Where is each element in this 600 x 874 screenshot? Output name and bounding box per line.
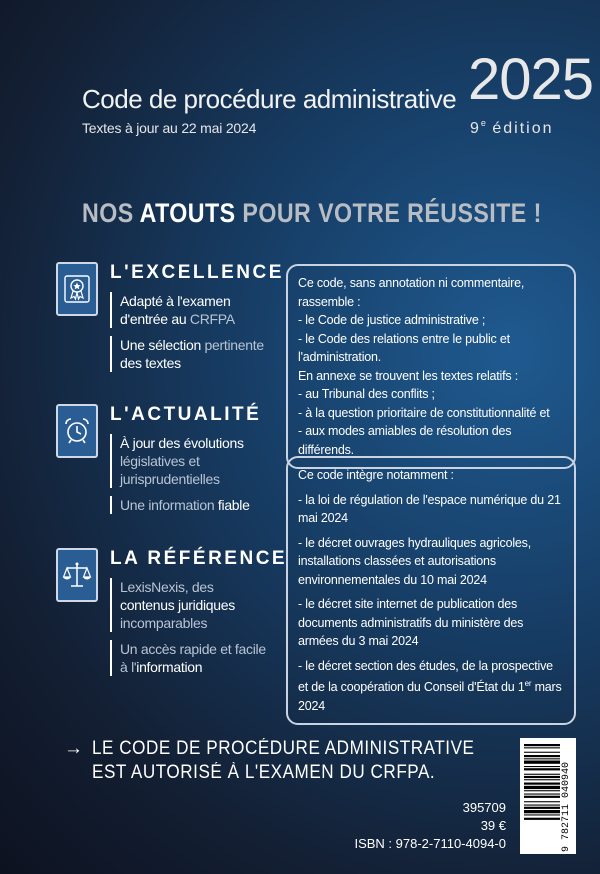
contents-line: - le Code des relations entre le public et l'administration.: [298, 331, 510, 364]
contents-line: Ce code, sans annotation ni commentaire, rassemble :: [298, 276, 525, 309]
contents-box: [286, 264, 576, 469]
section-title-excellence: L'EXCELLENCE: [110, 262, 284, 283]
crfpa-statement-line1: LE CODE DE PROCÉDURE ADMINISTRATIVE: [92, 738, 475, 759]
edition-year: 2025: [468, 47, 594, 112]
edition-label: 9e édition: [470, 118, 554, 137]
scales-icon: [56, 548, 98, 602]
price: 39 €: [480, 818, 506, 833]
section-title-actualite: L'ACTUALITÉ: [110, 404, 262, 425]
updates-item: - le décret section des études, de la prospective et de la coopération du Conseil d'État du 1er mars 2024: [298, 658, 562, 713]
barcode-digits: 9 782711 040940: [561, 761, 572, 852]
bullet-excellence-2: Une sélection pertinente des textes: [110, 336, 270, 372]
alarm-clock-icon: [56, 404, 98, 458]
contents-line: - le Code de justice administrative ;: [298, 313, 486, 327]
bullet-reference-1: LexisNexis, des contenus juridiques incomparables: [110, 578, 270, 632]
crfpa-statement-line2: EST AUTORISÉ À L'EXAMEN DU CRFPA.: [92, 762, 436, 783]
reference-number: 395709: [462, 800, 506, 815]
updates-intro: Ce code intègre notamment :: [298, 468, 454, 482]
updates-item: - la loi de régulation de l'espace numérique du 21 mai 2024: [298, 492, 561, 525]
contents-line: En annexe se trouvent les textes relatifs :: [298, 368, 518, 383]
bullet-actualite-1: À jour des évolutions législatives et jurisprudentielles: [110, 434, 270, 488]
book-title: Code de procédure administrative: [82, 84, 457, 114]
arrow-icon: →: [64, 738, 83, 759]
contents-line: - à la question prioritaire de constitutionnalité et: [298, 405, 550, 420]
contents-line: - au Tribunal des conflits ;: [298, 387, 435, 401]
updates-item: - le décret site internet de publication des documents administratifs du ministère des armées du 3 mai 2024: [298, 597, 524, 648]
isbn: ISBN : 978-2-7110-4094-0: [354, 836, 506, 851]
updates-box: [286, 456, 576, 725]
bullet-actualite-2: Une information fiable: [110, 496, 270, 514]
award-icon: [56, 262, 98, 316]
bullet-excellence-1: Adapté à l'examen d'entrée au CRFPA: [110, 292, 270, 328]
update-date: Textes à jour au 22 mai 2024: [82, 120, 257, 136]
bullet-reference-2: Un accès rapide et facile à l'information: [110, 640, 270, 676]
updates-item: - le décret ouvrages hydrauliques agricoles, installations classées et autorisations environnementales du 10 mai 2024: [298, 535, 531, 587]
contents-line: - aux modes amiables de résolution des différends.: [298, 424, 512, 457]
headline: NOS ATOUTS POUR VOTRE RÉUSSITE !: [82, 198, 542, 228]
section-title-reference: LA RÉFÉRENCE: [110, 548, 288, 569]
